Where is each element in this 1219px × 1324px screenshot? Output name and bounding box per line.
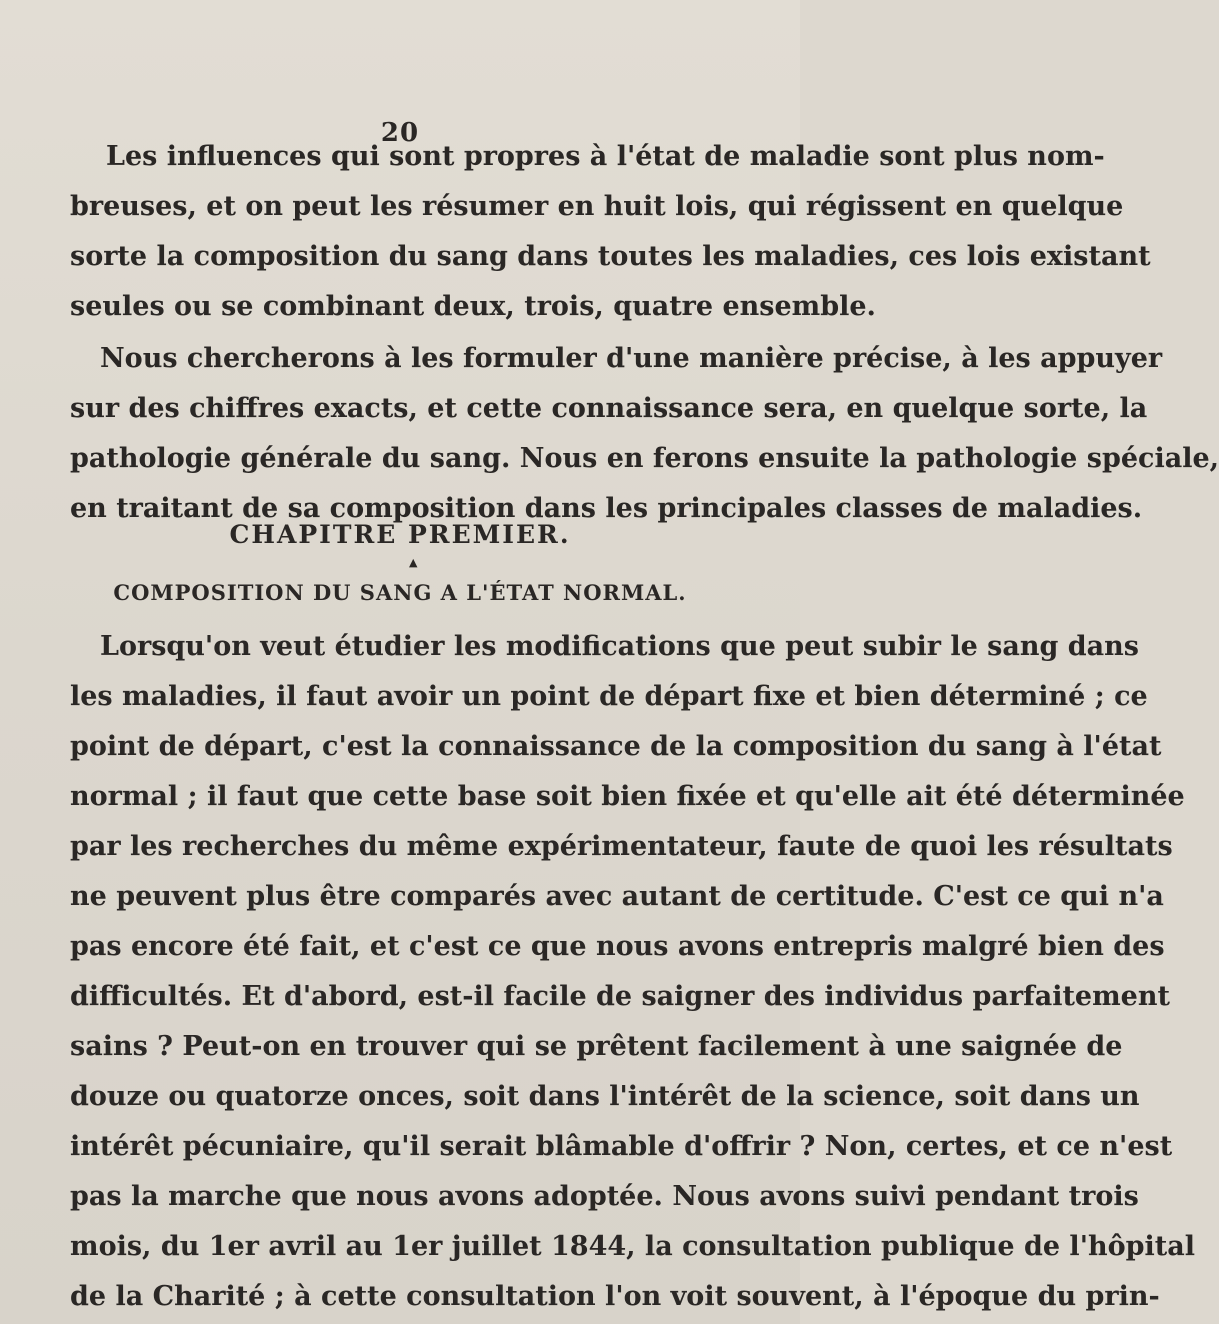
body-line: pas la marche que nous avons adoptée. Nous avons suivi pendant trois xyxy=(70,1181,1139,1212)
intro-line: Nous chercherons à les formuler d'une manière précise, à les appuyer xyxy=(100,343,1163,374)
intro-line: pathologie générale du sang. Nous en ferons ensuite la pathologie spéciale, xyxy=(70,443,1219,474)
body-line: douze ou quatorze onces, soit dans l'intérêt de la science, soit dans un xyxy=(70,1081,1140,1112)
intro-line: breuses, et on peut les résumer en huit lois, qui régissent en quelque xyxy=(70,191,1124,222)
body-line: ne peuvent plus être comparés avec autant de certitude. C'est ce qui n'a xyxy=(70,881,1164,912)
chapter-title: CHAPITRE PREMIER. xyxy=(229,520,571,549)
intro-line: Les influences qui sont propres à l'état de maladie sont plus nom- xyxy=(106,141,1105,172)
chapter-ornament: ▲ xyxy=(409,556,418,569)
body-line: sains ? Peut-on en trouver qui se prêtent facilement à une saignée de xyxy=(70,1031,1123,1062)
intro-line: sorte la composition du sang dans toutes les maladies, ces lois existant xyxy=(70,241,1151,272)
body-line: Lorsqu'on veut étudier les modifications que peut subir le sang dans xyxy=(100,631,1139,662)
body-line: point de départ, c'est la connaissance de la composition du sang à l'état xyxy=(70,731,1162,762)
body-line: intérêt pécuniaire, qu'il serait blâmable d'offrir ? Non, certes, et ce n'est xyxy=(70,1131,1173,1162)
body-line: normal ; il faut que cette base soit bien fixée et qu'elle ait été déterminée xyxy=(70,781,1185,812)
body-line: difficultés. Et d'abord, est-il facile de saigner des individus parfaitement xyxy=(70,981,1170,1012)
intro-line: en traitant de sa composition dans les principales classes de maladies. xyxy=(70,493,1143,524)
intro-line: sur des chiffres exacts, et cette connaissance sera, en quelque sorte, la xyxy=(70,393,1148,424)
body-line: les maladies, il faut avoir un point de départ fixe et bien déterminé ; ce xyxy=(70,681,1148,712)
body-line: mois, du 1er avril au 1er juillet 1844, la consultation publique de l'hôpital xyxy=(70,1231,1195,1262)
body-line: pas encore été fait, et c'est ce que nous avons entrepris malgré bien des xyxy=(70,931,1165,962)
page-number: 20 xyxy=(380,118,420,148)
intro-line: seules ou se combinant deux, trois, quatre ensemble. xyxy=(70,291,876,322)
section-title: COMPOSITION DU SANG A L'ÉTAT NORMAL. xyxy=(113,580,687,605)
body-line: de la Charité ; à cette consultation l'on voit souvent, à l'époque du prin- xyxy=(70,1281,1160,1312)
body-line: par les recherches du même expérimentateur, faute de quoi les résultats xyxy=(70,831,1173,862)
